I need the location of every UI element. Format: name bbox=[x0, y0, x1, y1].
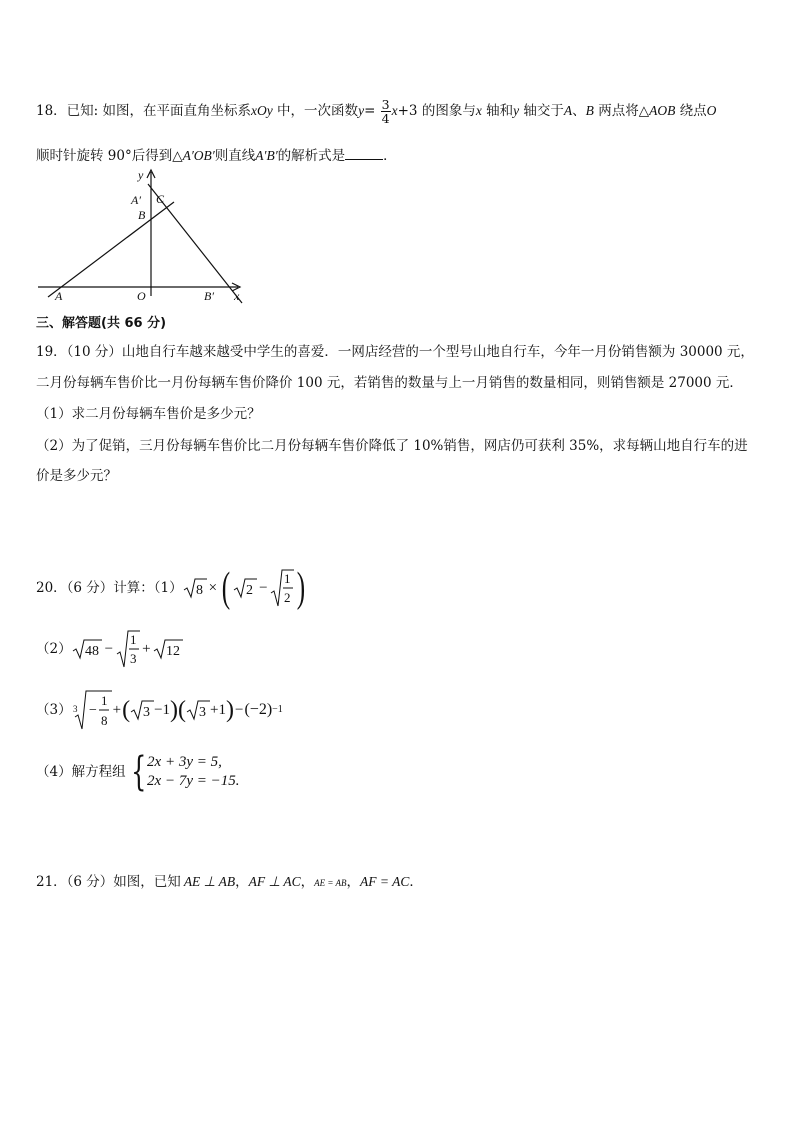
label-x: x bbox=[234, 289, 240, 303]
minus-sign: − bbox=[259, 580, 268, 596]
sqrt-8 bbox=[183, 577, 207, 599]
plus-sign: + bbox=[142, 641, 151, 657]
q20-part2 bbox=[36, 628, 183, 670]
plus-sign: + bbox=[112, 702, 122, 718]
label-a: A bbox=[55, 289, 63, 303]
sqrt-third-num: 1 bbox=[130, 632, 137, 647]
sqrt-3-a-radicand: 3 bbox=[143, 705, 151, 720]
minus-one: −1 bbox=[154, 702, 171, 718]
q18-frac-num: 3 bbox=[381, 97, 390, 112]
q21-ae-perp-ab: AE ⊥ AB bbox=[183, 874, 236, 889]
q18-xoy: xOy bbox=[251, 103, 273, 118]
q20-part1 bbox=[36, 566, 308, 610]
q18-line-a-prime-b-prime: A′B′ bbox=[255, 148, 278, 163]
times-sign: × bbox=[208, 580, 218, 596]
q18-line2-e: 的解析式是 bbox=[277, 148, 346, 164]
q19-line1: 19．（10 分）山地自行车越来越受中学生的喜爱．一网店经营的一个型号山地自行车，今年一月份销售额为 30000 元， bbox=[36, 344, 754, 360]
q18-text-c: 中，一次函数 bbox=[272, 103, 359, 119]
paren-open-2: ( bbox=[178, 697, 187, 723]
q20-p3-label: （3） bbox=[36, 702, 72, 718]
q21-comma-1: ， bbox=[235, 874, 249, 890]
sqrt-half bbox=[270, 568, 294, 608]
q21-comma-3: ， bbox=[346, 874, 360, 890]
q18-answer-blank[interactable] bbox=[345, 147, 383, 160]
left-brace: { bbox=[130, 749, 146, 795]
q18-line2-c: 则直线 bbox=[214, 148, 256, 164]
neg-sign: − bbox=[88, 703, 97, 718]
sqrt-3-b bbox=[186, 699, 210, 721]
q19-sub1: （1）求二月份每辆车售价是多少元？ bbox=[36, 406, 261, 422]
cube-root-index: 3 bbox=[72, 704, 78, 714]
sqrt-half-num: 1 bbox=[283, 571, 291, 586]
sqrt-2-radicand: 2 bbox=[246, 583, 254, 598]
sqrt-half-den: 2 bbox=[283, 590, 291, 605]
q18-x: x bbox=[391, 103, 398, 118]
q18-triangle-aob: AOB bbox=[649, 103, 676, 118]
q21-comma-2: ， bbox=[300, 874, 315, 890]
q18-line2-a: 顺时针旋转 90°后得到△ bbox=[36, 148, 183, 164]
q21-af-eq-ac: AF = AC bbox=[360, 874, 410, 889]
line-ab bbox=[48, 202, 174, 297]
q19-sub2-line1: （2）为了促销，三月份每辆车售价比二月份每辆车售价降低了 10%销售，网店仍可获利 35%，求每辆山地自行车的进 bbox=[36, 438, 748, 454]
q18-y-axis: y bbox=[513, 103, 520, 118]
q19-line2: 二月份每辆车售价比一月份每辆车售价降价 100 元，若销售的数量与上一月销售的数量相同，则销售额是 27000 元． bbox=[36, 375, 743, 391]
sqrt-48-radicand: 48 bbox=[84, 644, 99, 659]
q21-line bbox=[36, 873, 423, 892]
sqrt-2 bbox=[233, 577, 257, 599]
sqrt-48 bbox=[72, 638, 102, 660]
sqrt-third-den: 3 bbox=[130, 651, 137, 666]
sqrt-12-radicand: 12 bbox=[165, 644, 180, 659]
q21-af-perp-ac: AF ⊥ AC bbox=[248, 874, 301, 889]
paren-open-1: ( bbox=[122, 697, 131, 723]
q18-triangle-a-prime: A′OB′ bbox=[182, 148, 215, 163]
cube-root-den: 8 bbox=[100, 713, 108, 728]
equation-2: 2x − 7y = −15. bbox=[147, 773, 240, 789]
q20-part3 bbox=[36, 689, 283, 731]
equation-system bbox=[126, 749, 240, 795]
equation-rows bbox=[147, 753, 239, 791]
label-b: B bbox=[138, 208, 146, 222]
paren-close-2: ) bbox=[226, 697, 234, 723]
q19-sub2-line2: 价是多少元？ bbox=[36, 468, 117, 484]
q20-p3-expression bbox=[72, 689, 283, 731]
q21-period: ． bbox=[409, 874, 423, 890]
q18-text-a: 18．已知: 如图，在平面直角坐标系 bbox=[36, 103, 252, 119]
q18-point-o: O bbox=[706, 103, 717, 118]
exponent-neg-one: −1 bbox=[272, 704, 283, 715]
sqrt-third bbox=[116, 629, 140, 669]
label-c: C bbox=[156, 192, 165, 206]
cube-root-num: 1 bbox=[100, 693, 108, 708]
q18-figure bbox=[34, 166, 264, 306]
label-o: O bbox=[137, 289, 146, 303]
q20-p2-label: （2） bbox=[36, 641, 72, 657]
q18-text-i: 轴和 bbox=[481, 103, 514, 119]
sqrt-12 bbox=[153, 638, 183, 660]
q20-intro: 20．（6 分）计算：（1） bbox=[36, 580, 183, 596]
q18-line2 bbox=[36, 147, 397, 165]
paren-close-1: ) bbox=[170, 697, 179, 723]
q18-text-m: 、 bbox=[572, 103, 586, 119]
cube-root-neg-eighth bbox=[72, 689, 112, 731]
minus-sign: − bbox=[235, 702, 244, 718]
neg-two-paren: (−2) bbox=[244, 701, 273, 718]
big-left-paren: ( bbox=[221, 565, 231, 611]
q18-line1 bbox=[36, 98, 716, 125]
sqrt-3-b-radicand: 3 bbox=[199, 705, 207, 720]
label-b-prime: B′ bbox=[204, 289, 214, 303]
q18-text-k: 轴交于 bbox=[519, 103, 564, 119]
q18-fraction bbox=[381, 98, 391, 125]
q20-p2-expression bbox=[72, 629, 183, 669]
label-a-prime: A′ bbox=[131, 193, 141, 207]
q20-p1-expression bbox=[183, 567, 308, 609]
minus-sign: − bbox=[104, 641, 114, 657]
q18-point-b: B bbox=[585, 103, 594, 118]
plus-one: +1 bbox=[210, 702, 226, 718]
q21-intro: 21．（6 分）如图，已知 bbox=[36, 874, 181, 890]
label-y: y bbox=[138, 168, 144, 182]
q18-line2-f: ． bbox=[383, 148, 397, 164]
q18-frac-den: 4 bbox=[381, 111, 390, 126]
q18-text-q: 绕点 bbox=[675, 103, 707, 119]
q18-x-axis: x bbox=[475, 103, 482, 118]
q18-eq: = bbox=[364, 103, 380, 119]
q20-p4-label: （4）解方程组 bbox=[36, 764, 126, 780]
q18-y: y bbox=[358, 103, 365, 118]
q18-text-g: +3 的图象与 bbox=[397, 103, 476, 119]
section3-title: 三、解答题(共 66 分) bbox=[36, 316, 167, 331]
sqrt-3-a bbox=[130, 699, 154, 721]
sqrt-8-radicand: 8 bbox=[195, 583, 203, 598]
big-right-paren: ) bbox=[296, 565, 305, 611]
q18-text-o: 两点将△ bbox=[593, 103, 650, 119]
q18-point-a: A bbox=[563, 103, 573, 118]
equation-1: 2x + 3y = 5, bbox=[147, 754, 222, 770]
q20-part4 bbox=[36, 750, 239, 794]
q21-ae-eq-ab: AE = AB bbox=[314, 878, 347, 888]
